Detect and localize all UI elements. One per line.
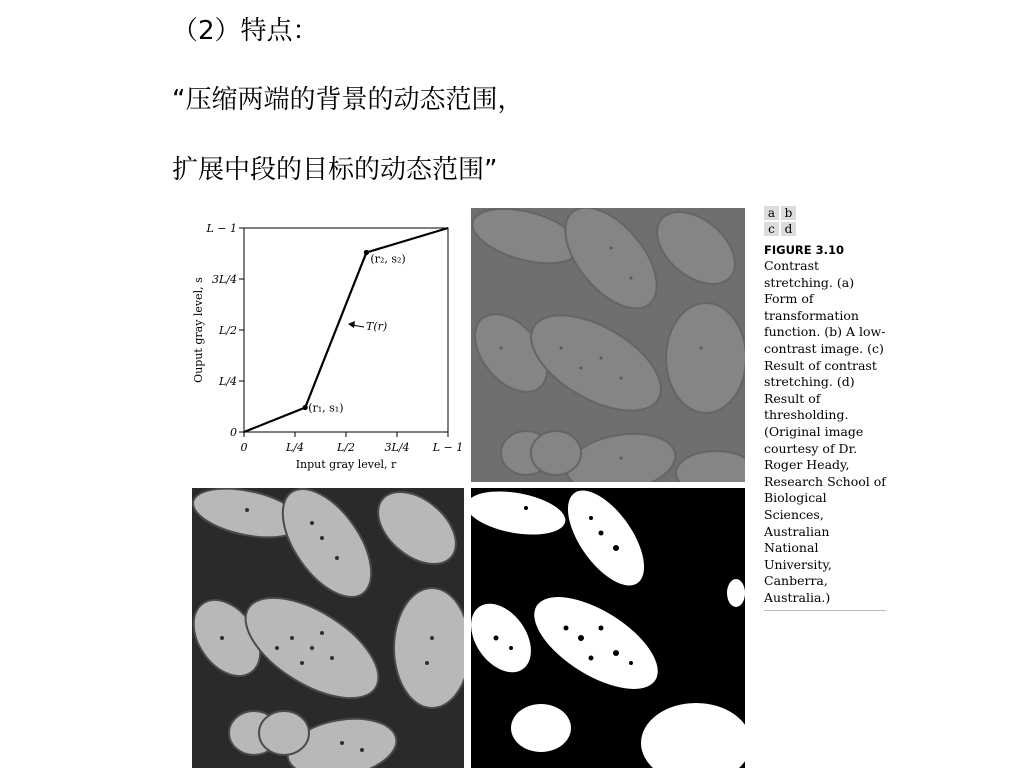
contrast-stretched-image: [192, 488, 464, 768]
x-tick-label: L/4: [285, 441, 305, 454]
x-tick-label: L/2: [336, 441, 356, 454]
figure-caption: [764, 206, 886, 611]
y-tick-label: L − 1: [206, 222, 237, 235]
panel-key-d: d: [781, 222, 796, 236]
panel-key-a: a: [764, 206, 779, 220]
panel-key-b: b: [781, 206, 796, 220]
transformation-curve: [244, 228, 448, 432]
y-tick-label: L/2: [218, 324, 237, 337]
quote-line-1: “压缩两端的背景的动态范围，: [172, 85, 524, 115]
quote-line-2: 扩展中段的目标的动态范围”: [172, 155, 498, 185]
low-contrast-image: [471, 208, 745, 482]
x-tick-label: L − 1: [432, 441, 464, 454]
point-r2-s2-label: (r₂, s₂): [370, 252, 406, 266]
slide-heading: （2）特点：: [172, 16, 319, 46]
y-tick-label: 3L/4: [211, 273, 237, 286]
x-tick-labels: [241, 441, 464, 454]
point-r1-s1: [303, 405, 308, 410]
curve-label-arrowhead: [348, 321, 355, 328]
x-axis-label: Input gray level, r: [295, 458, 397, 471]
panel-key-c: c: [764, 222, 779, 236]
figure-label: FIGURE 3.10: [764, 243, 845, 257]
point-r2-s2: [364, 250, 369, 255]
y-axis-label: Ouput gray level, s: [192, 277, 205, 383]
y-tick-label: 0: [230, 426, 237, 439]
x-tick-label: 3L/4: [384, 441, 410, 454]
curve-label: T(r): [366, 320, 388, 333]
point-r1-s1-label: (r₁, s₁): [308, 401, 344, 415]
figure-caption-text: Contrast stretching. (a) Form of transformation function. (b) A low-contrast image. (c) Result of contrast stretching. (d) Result of thresholding. (Original image courtesy of Dr. Roger Heady, Research School of Biological Sciences, Australian National University, Canberra, Australia.): [764, 258, 886, 605]
transformation-function-plot: [186, 210, 466, 480]
x-tick-label: 0: [240, 441, 248, 454]
panel-key: [764, 206, 886, 236]
plot-frame: [244, 228, 448, 432]
thresholded-image: [471, 488, 745, 768]
y-tick-labels: [205, 222, 237, 439]
y-tick-label: L/4: [218, 375, 237, 388]
caption-divider: [764, 610, 886, 611]
